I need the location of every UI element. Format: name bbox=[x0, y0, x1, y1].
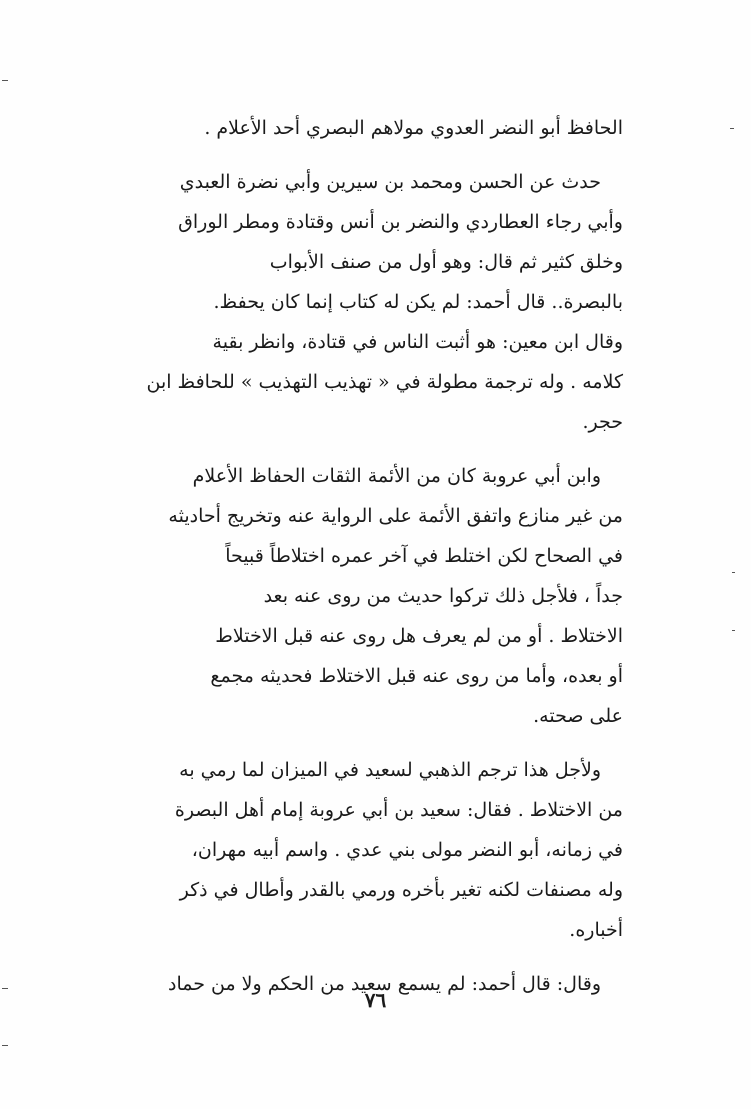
text-line: وقال: قال أحمد: لم يسمع سعيد من الحكم ولا من حماد bbox=[167, 973, 601, 995]
scan-speck bbox=[732, 572, 735, 573]
text-line: في زمانه، أبو النضر مولى بني عدي . واسم أبيه مهران، bbox=[191, 839, 623, 861]
paragraph-1 bbox=[118, 108, 623, 148]
text-line: ولأجل هذا ترجم الذهبي لسعيد في الميزان لما رمي به bbox=[179, 759, 601, 781]
paragraph-4 bbox=[118, 750, 623, 950]
paragraph-2 bbox=[118, 162, 623, 442]
scan-speck bbox=[730, 128, 734, 129]
text-line: وقال ابن معين: هو أثبت الناس في قتادة، وانظر بقية bbox=[212, 331, 623, 353]
text-line: بالبصرة.. قال أحمد: لم يكن له كتاب إنما كان يحفظ. bbox=[213, 291, 623, 313]
text-line: جداً ، فلأجل ذلك تركوا حديث من روى عنه بعد bbox=[263, 585, 623, 607]
text-line: أو بعده، وأما من روى عنه قبل الاختلاط فحديثه مجمع bbox=[210, 665, 623, 687]
body-text bbox=[118, 108, 623, 1004]
scan-speck bbox=[2, 80, 8, 81]
text-line: حدث عن الحسن ومحمد بن سيرين وأبي نضرة العبدي bbox=[179, 171, 601, 193]
text-line: من غير منازع واتفق الأئمة على الرواية عنه وتخريج أحاديثه bbox=[168, 505, 623, 527]
text-line: على صحته. bbox=[533, 705, 623, 727]
text-line: وله مصنفات لكنه تغير بأخره ورمي بالقدر وأطال في ذكر bbox=[179, 879, 623, 901]
text-line: كلامه . وله ترجمة مطولة في « تهذيب التهذيب » للحافظ ابن bbox=[146, 371, 623, 393]
scan-speck bbox=[2, 1045, 8, 1046]
text-line: وخلق كثير ثم قال: وهو أول من صنف الأبواب bbox=[269, 251, 623, 273]
text-line: وأبي رجاء العطاردي والنضر بن أنس وقتادة ومطر الوراق bbox=[178, 211, 623, 233]
text-line: أخباره. bbox=[569, 919, 623, 941]
page-number: ٧٦ bbox=[364, 988, 387, 1012]
text-line: الاختلاط . أو من لم يعرف هل روى عنه قبل الاختلاط bbox=[215, 625, 623, 647]
text-line: في الصحاح لكن اختلط في آخر عمره اختلاطاً قبيحاً bbox=[225, 545, 623, 567]
text-line: حجر. bbox=[582, 411, 623, 433]
text-line: الحافظ أبو النضر العدوي مولاهم البصري أحد الأعلام . bbox=[204, 117, 623, 139]
text-line: من الاختلاط . فقال: سعيد بن أبي عروبة إمام أهل البصرة bbox=[174, 799, 623, 821]
paragraph-3 bbox=[118, 456, 623, 736]
scan-speck bbox=[732, 630, 735, 631]
text-line: وابن أبي عروبة كان من الأئمة الثقات الحفاظ الأعلام bbox=[192, 465, 601, 487]
